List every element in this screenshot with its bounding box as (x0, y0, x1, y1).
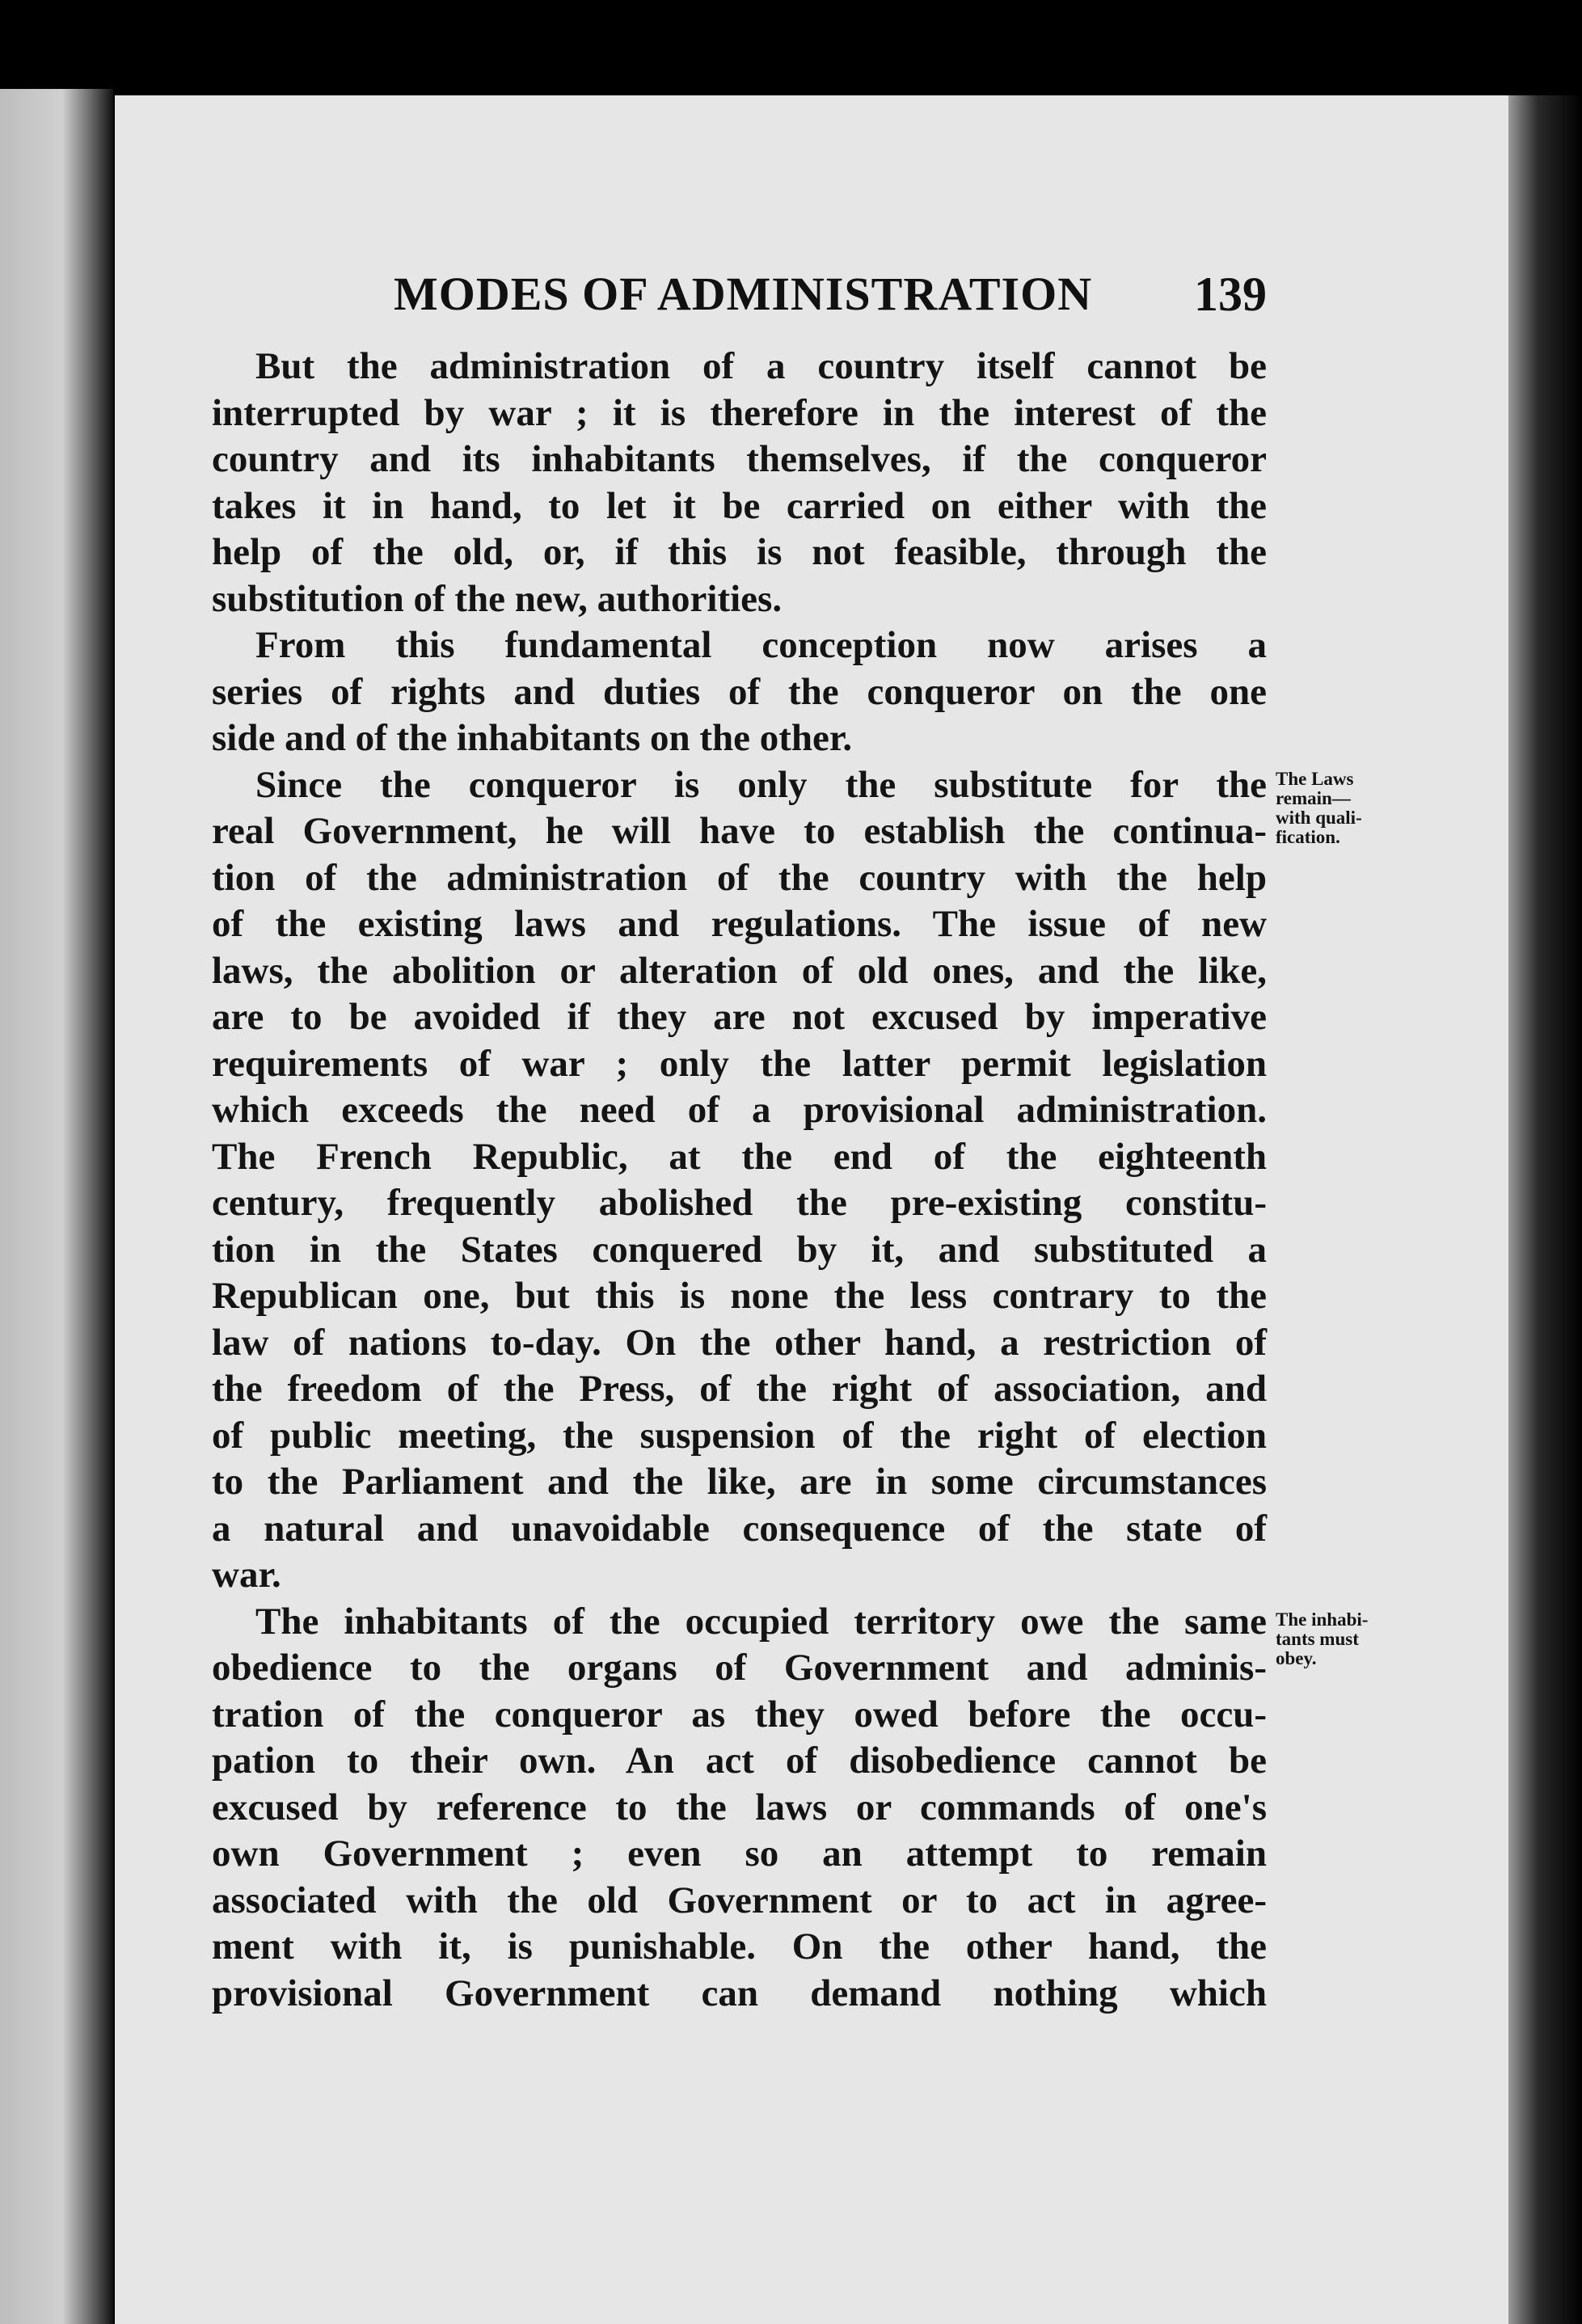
text-line: tion in the States conquered by it, and substituted a (212, 1228, 1267, 1271)
margin-note-line: obey. (1276, 1648, 1317, 1668)
margin-note-line: fication. (1276, 827, 1340, 847)
text-line: to the Parliament and the like, are in some circumstances (212, 1461, 1267, 1503)
text-line: But the administration of a country itself cannot be (255, 345, 1267, 387)
margin-note-line: The inhabi- (1276, 1609, 1369, 1630)
text-line: associated with the old Government or to act in agree- (212, 1879, 1267, 1921)
text-line: law of nations to-day. On the other hand, a restriction of (212, 1321, 1267, 1364)
margin-note-inhabitants-obey (1276, 1610, 1413, 1668)
text-line: series of rights and duties of the conqueror on the one (212, 670, 1267, 713)
running-title: MODES OF ADMINISTRATION (394, 268, 1093, 320)
margin-note-laws-remain (1276, 770, 1413, 847)
text-line: a natural and unavoidable consequence of the state of (212, 1507, 1267, 1550)
text-line: side and of the inhabitants on the other. (212, 717, 853, 759)
text-line: help of the old, or, if this is not feasible, through the (212, 531, 1267, 573)
running-header (394, 267, 1267, 331)
text-line: century, frequently abolished the pre-existing constitu- (212, 1182, 1267, 1224)
text-line: provisional Government can demand nothing which (212, 1972, 1267, 2014)
text-line: ment with it, is punishable. On the other hand, the (212, 1925, 1267, 1968)
facing-page-edge (0, 89, 113, 2324)
text-line: of public meeting, the suspension of the right of election (212, 1414, 1267, 1457)
text-line: which exceeds the need of a provisional administration. (212, 1089, 1267, 1131)
text-line: obedience to the organs of Government and adminis- (212, 1647, 1267, 1689)
margin-note-line: tants must (1276, 1629, 1359, 1649)
text-line: of the existing laws and regulations. The issue of new (212, 903, 1267, 945)
text-line: pation to their own. An act of disobedience cannot be (212, 1740, 1267, 1782)
text-line: country and its inhabitants themselves, if the conqueror (212, 438, 1267, 480)
margin-note-line: with quali- (1276, 808, 1362, 828)
margin-note-line: The Laws (1276, 769, 1354, 789)
text-line: interrupted by war ; it is therefore in the interest of the (212, 391, 1267, 434)
text-line: takes it in hand, to let it be carried on either with the (212, 484, 1267, 527)
page-edge-shadow (1508, 95, 1582, 2324)
text-line: are to be avoided if they are not excused by imperative (212, 996, 1267, 1038)
text-line: real Government, he will have to establish the continua- (212, 810, 1267, 852)
text-line: laws, the abolition or alteration of old ones, and the like, (212, 949, 1267, 992)
page-number: 139 (1194, 268, 1267, 321)
text-line: substitution of the new, authorities. (212, 577, 783, 620)
body-text (212, 344, 1267, 2017)
text-line: The inhabitants of the occupied territory owe the same (255, 1600, 1267, 1643)
text-line: tration of the conqueror as they owed before the occu- (212, 1693, 1267, 1736)
text-line: war. (212, 1554, 281, 1596)
text-line: excused by reference to the laws or commands of one's (212, 1786, 1267, 1828)
text-line: Republican one, but this is none the less contrary to the (212, 1275, 1267, 1317)
text-line: the freedom of the Press, of the right of association, and (212, 1368, 1267, 1410)
text-line: tion of the administration of the country with the help (212, 856, 1267, 899)
text-line: own Government ; even so an attempt to remain (212, 1833, 1267, 1875)
text-line: From this fundamental conception now arises a (255, 624, 1267, 666)
text-line: requirements of war ; only the latter permit legislation (212, 1042, 1267, 1085)
margin-note-line: remain— (1276, 788, 1351, 808)
text-line: Since the conqueror is only the substitute for the (255, 763, 1267, 806)
text-line: The French Republic, at the end of the eighteenth (212, 1135, 1267, 1178)
